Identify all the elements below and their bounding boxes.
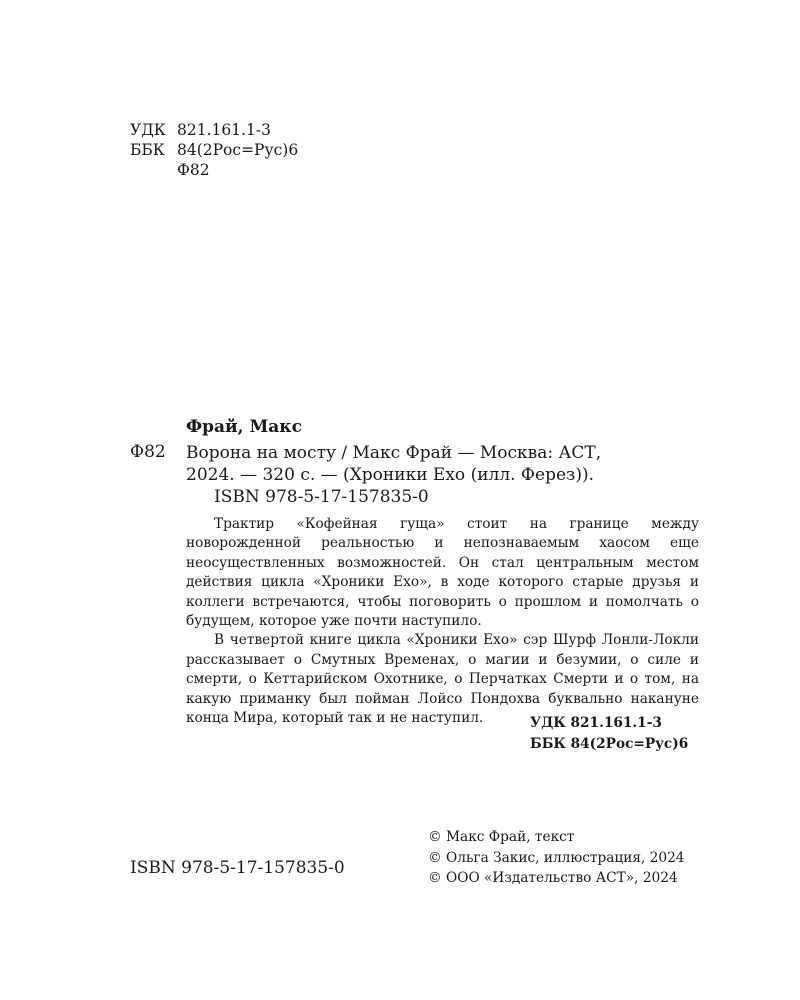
author-sign-code: Ф82 <box>130 442 166 462</box>
annotation-paragraph: Трактир «Кофейная гуща» стоит на границе между новорожденной реальностью и непознаваемым хаосом еще неосуществленных возможностей. Он стал центральным местом действия цикла «Хроники Ехо», в ходе которого старые друзья и коллеги встречаются, чтобы поговорить о прошлом и помолчать о будущем, которое уже почти наступило. <box>186 516 699 630</box>
copyright-line: © ООО «Издательство АСТ», 2024 <box>428 870 678 886</box>
copyright-block <box>428 827 685 889</box>
bibliographic-line: 2024. — 320 с. — (Хроники Ехо (илл. Ферез)). <box>186 465 594 485</box>
udk-value: 821.161.1-3 <box>177 121 271 139</box>
udk-label: УДК <box>130 121 166 139</box>
bbk-code: ББК 84(2Рос=Рус)6 <box>530 736 689 752</box>
bibliographic-line: Ворона на мосту / Макс Фрай — Москва: АСТ, <box>186 443 602 463</box>
bbk-row <box>130 140 298 160</box>
copyright-line: © Ольга Закис, иллюстрация, 2024 <box>428 849 685 866</box>
bbk-label: ББК <box>130 141 165 159</box>
copyright-line: © Макс Фрай, текст <box>428 829 575 845</box>
author-sign-row <box>130 160 210 180</box>
bbk-value: 84(2Рос=Рус)6 <box>177 141 299 159</box>
classification-codes-bold <box>530 713 688 755</box>
annotation-paragraph: В четвертой книге цикла «Хроники Ехо» сэр Шурф Лонли-Локли рассказывает о Смутных Временах, о магии и безумии, о силе и смерти, о Кеттарийском Охотнике, о Перчатках Смерти и о том, на какую приманку был пойман Лойсо Пондохва буквально накануне конца Мира, который так и не наступил. <box>186 632 699 727</box>
isbn-record: ISBN 978-5-17-157835-0 <box>214 487 429 507</box>
annotation <box>186 515 699 728</box>
author-sign: Ф82 <box>177 161 210 179</box>
udk-row <box>130 120 271 140</box>
udk-code: УДК 821.161.1-3 <box>530 715 662 731</box>
bibliographic-record <box>186 442 601 486</box>
isbn-bottom: ISBN 978-5-17-157835-0 <box>130 858 345 878</box>
author-heading: Фрай, Макс <box>186 417 302 437</box>
